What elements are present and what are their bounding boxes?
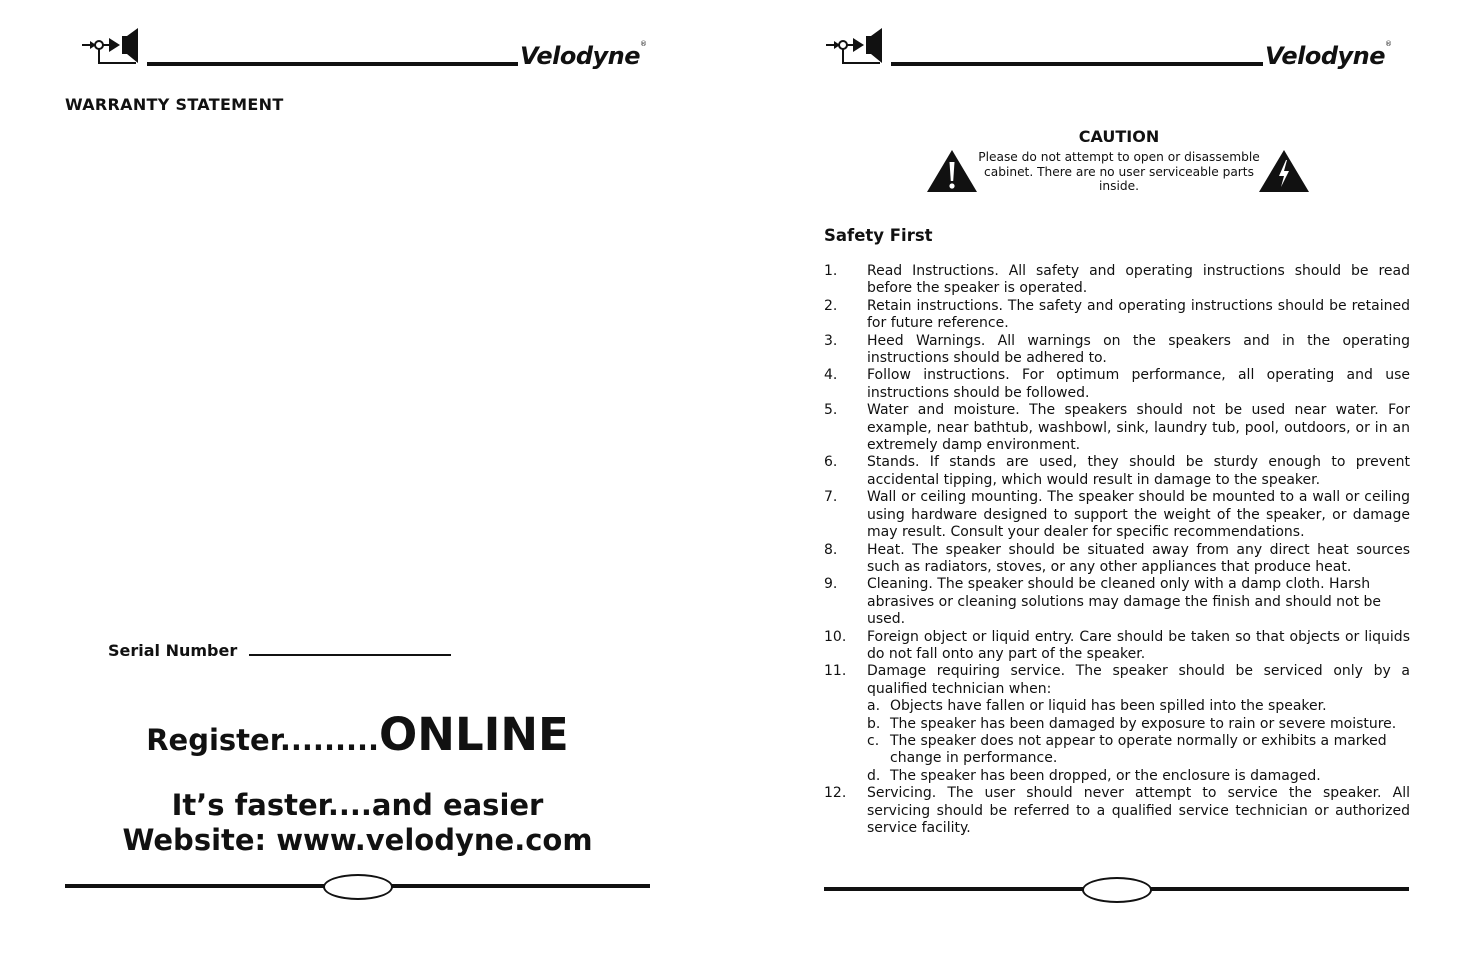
item-number: 7. xyxy=(824,489,838,506)
speaker-logo-icon xyxy=(80,27,142,67)
list-item xyxy=(824,454,1410,489)
item-number: 6. xyxy=(824,454,838,471)
register-details xyxy=(0,788,715,858)
item-text: Damage requiring service. The speaker should be serviced only by a qualified technician when: xyxy=(867,663,1410,697)
faster-easier-line: It’s faster....and easier xyxy=(171,788,544,822)
list-item xyxy=(824,402,1410,454)
list-item xyxy=(824,367,1410,402)
serial-number-blank xyxy=(249,640,451,656)
list-item xyxy=(824,629,1410,664)
item-number: 4. xyxy=(824,367,838,384)
exclamation-warning-icon xyxy=(926,149,978,193)
item-number: 5. xyxy=(824,402,838,419)
header-rule xyxy=(891,62,1263,66)
item-text: Retain instructions. The safety and operating instructions should be retained for future reference. xyxy=(867,297,1410,332)
sub-item-letter: d. xyxy=(867,767,881,784)
sub-item-letter: a. xyxy=(867,698,881,715)
item-text: Cleaning. The speaker should be cleaned only with a damp cloth. Harsh abrasives or cleaning solutions may damage the finish and should not be used. xyxy=(867,576,1382,628)
serial-number-row xyxy=(108,640,451,660)
list-item xyxy=(824,785,1410,837)
caution-text: Please do not attempt to open or disassemble cabinet. There are no user serviceable parts inside. xyxy=(978,150,1260,193)
item-number: 9. xyxy=(824,576,838,593)
page-number-oval xyxy=(1082,877,1152,903)
item-text: Heat. The speaker should be situated away from any direct heat sources such as radiators, stoves, or any other appliances that produce heat. xyxy=(867,541,1410,575)
left-page xyxy=(0,0,737,954)
item-number: 11. xyxy=(824,663,847,680)
list-item xyxy=(824,333,1410,368)
list-item xyxy=(824,576,1410,628)
list-item xyxy=(824,263,1410,298)
item-text: Stands. If stands are used, they should be sturdy enough to prevent accidental tipping, which would result in damage to the speaker. xyxy=(867,454,1410,488)
item-text: Wall or ceiling mounting. The speaker should be mounted to a wall or ceiling using hardware designed to support the weight of the speaker, or damage may result. Consult your dealer for specific recommendations. xyxy=(867,489,1410,541)
register-online: ONLINE xyxy=(379,708,569,761)
item-text: Read Instructions. All safety and operating instructions should be read before the speaker is operated. xyxy=(867,263,1410,297)
item-number: 8. xyxy=(824,541,838,558)
item-text: Servicing. The user should never attempt to service the speaker. All servicing should be referred to a qualified service technician or authorized service facility. xyxy=(867,785,1410,836)
warranty-title: WARRANTY STATEMENT xyxy=(65,95,284,114)
item-number: 12. xyxy=(824,785,847,802)
list-item xyxy=(824,542,1410,577)
brand-logo: Velodyne® xyxy=(1265,40,1392,70)
sub-item-text: The speaker has been damaged by exposure to rain or severe moisture. xyxy=(890,715,1397,732)
right-page xyxy=(737,0,1475,954)
safety-first-title: Safety First xyxy=(824,226,933,245)
sub-list-item xyxy=(824,733,1410,768)
item-number: 2. xyxy=(824,297,838,314)
item-number: 3. xyxy=(824,332,838,349)
register-word: Register......... xyxy=(146,723,380,757)
sub-item-letter: c. xyxy=(867,732,880,749)
sub-list-item xyxy=(824,768,1410,785)
register-online-heading xyxy=(0,708,715,761)
sub-item-text: Objects have fallen or liquid has been spilled into the speaker. xyxy=(890,698,1327,715)
website-line: Website: www.velodyne.com xyxy=(122,823,593,857)
item-text: Heed Warnings. All warnings on the speakers and in the operating instructions should be adhered to. xyxy=(867,332,1410,367)
list-item xyxy=(824,489,1410,541)
sub-item-text: The speaker does not appear to operate normally or exhibits a marked change in performance. xyxy=(890,732,1387,767)
brand-logo: Velodyne® xyxy=(520,40,647,70)
item-number: 1. xyxy=(824,263,838,279)
item-number: 10. xyxy=(824,628,847,645)
page-number-oval xyxy=(323,874,393,900)
serial-number-label: Serial Number xyxy=(108,641,238,660)
item-text: Water and moisture. The speakers should not be used near water. For example, near bathtub, washbowl, sink, laundry tub, pool, outdoors, or in an extremely damp environment. xyxy=(867,402,1410,454)
sub-list-item xyxy=(824,698,1410,715)
caution-title: CAUTION xyxy=(1078,127,1160,146)
item-text: Follow instructions. For optimum performance, all operating and use instructions should be followed. xyxy=(867,367,1410,401)
list-item xyxy=(824,663,1410,698)
list-item xyxy=(824,298,1410,333)
safety-list xyxy=(824,263,1410,837)
sub-item-text: The speaker has been dropped, or the enclosure is damaged. xyxy=(890,767,1321,784)
speaker-logo-icon xyxy=(824,27,886,67)
sub-list-item xyxy=(824,716,1410,733)
header-rule xyxy=(147,62,518,66)
lightning-warning-icon xyxy=(1258,149,1310,193)
sub-item-letter: b. xyxy=(867,715,881,732)
item-text: Foreign object or liquid entry. Care should be taken so that objects or liquids do not fall onto any part of the speaker. xyxy=(867,628,1410,662)
